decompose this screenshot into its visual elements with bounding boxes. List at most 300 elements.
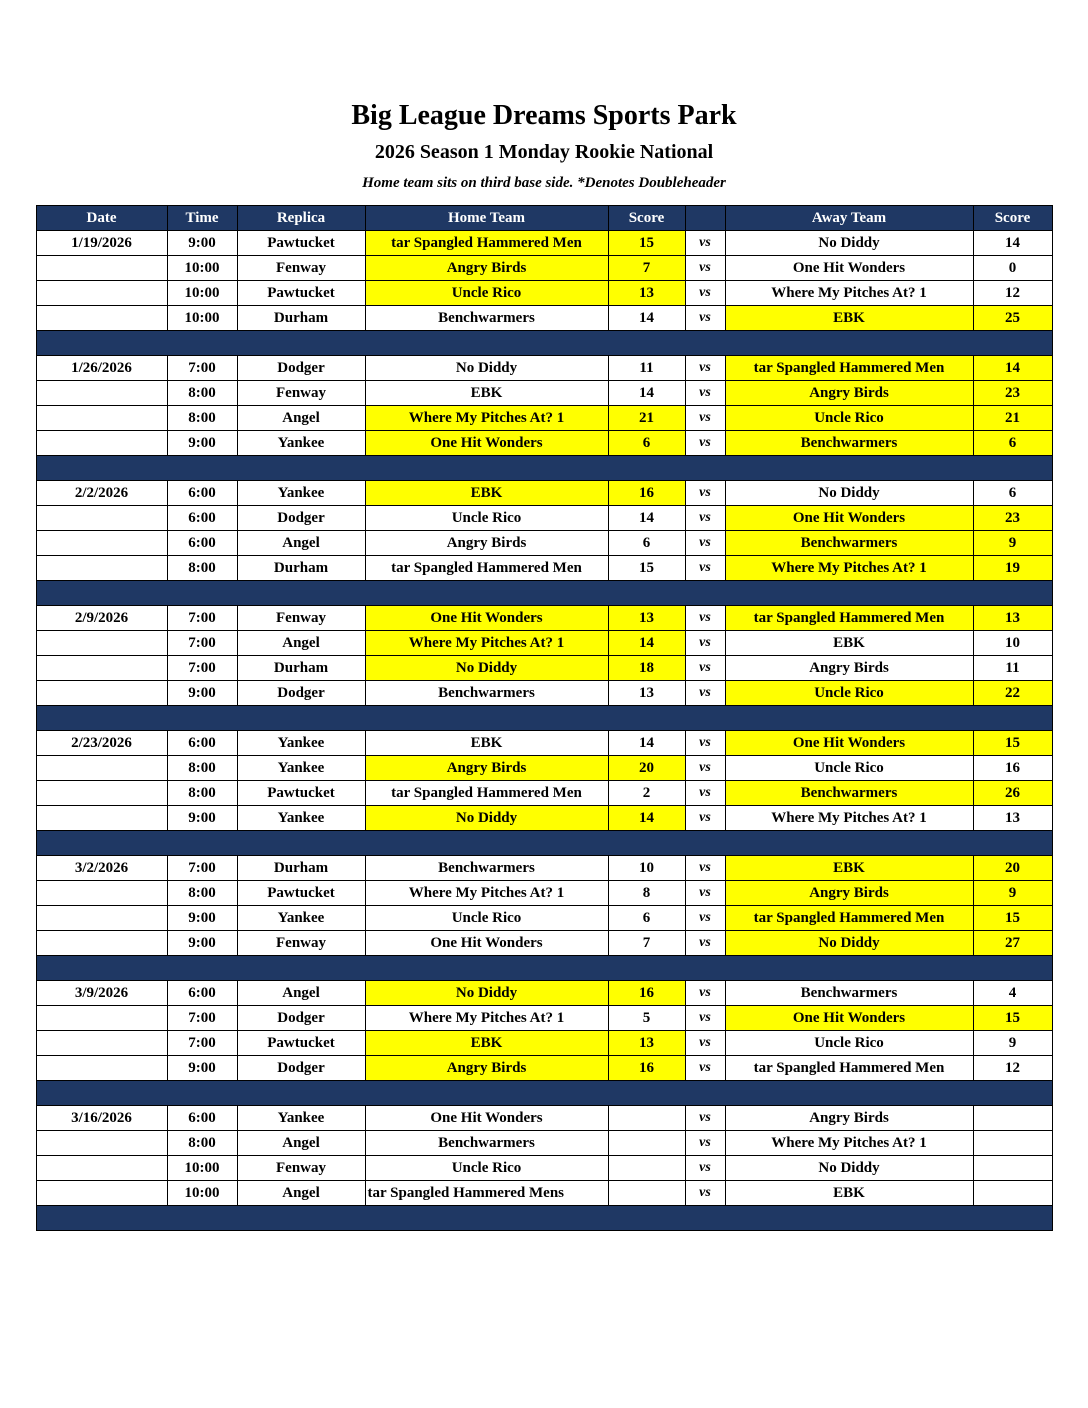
game-row xyxy=(36,531,1052,556)
game-row xyxy=(36,856,1052,881)
cell-date xyxy=(36,256,167,281)
cell-away-score: 6 xyxy=(973,431,1052,456)
cell-home-score: 6 xyxy=(608,906,685,931)
spacer-cell xyxy=(36,1206,1052,1231)
game-row xyxy=(36,231,1052,256)
cell-time: 8:00 xyxy=(167,756,237,781)
cell-home-team: Uncle Rico xyxy=(365,1156,608,1181)
cell-date xyxy=(36,281,167,306)
header-row xyxy=(36,206,1052,231)
spacer-cell xyxy=(36,1081,1052,1106)
spacer-row xyxy=(36,456,1052,481)
cell-date: 1/19/2026 xyxy=(36,231,167,256)
game-row xyxy=(36,1056,1052,1081)
cell-away-team: Where My Pitches At? 1 xyxy=(725,1131,973,1156)
cell-away-score: 13 xyxy=(973,606,1052,631)
spacer-cell xyxy=(36,831,1052,856)
cell-home-score: 7 xyxy=(608,931,685,956)
cell-time: 7:00 xyxy=(167,1006,237,1031)
cell-away-score: 22 xyxy=(973,681,1052,706)
cell-replica: Pawtucket xyxy=(237,231,365,256)
cell-time: 9:00 xyxy=(167,1056,237,1081)
cell-replica: Angel xyxy=(237,981,365,1006)
cell-time: 6:00 xyxy=(167,481,237,506)
cell-away-team: Angry Birds xyxy=(725,1106,973,1131)
game-row xyxy=(36,1006,1052,1031)
cell-away-team: Benchwarmers xyxy=(725,531,973,556)
cell-replica: Pawtucket xyxy=(237,1031,365,1056)
cell-home-score: 6 xyxy=(608,431,685,456)
cell-replica: Dodger xyxy=(237,1006,365,1031)
cell-replica: Dodger xyxy=(237,356,365,381)
cell-home-score xyxy=(608,1106,685,1131)
spacer-cell xyxy=(36,706,1052,731)
cell-home-score: 13 xyxy=(608,681,685,706)
cell-home-team: Angry Birds xyxy=(365,1056,608,1081)
cell-vs: vs xyxy=(685,756,725,781)
cell-home-team: Where My Pitches At? 1 xyxy=(365,631,608,656)
cell-date: 2/9/2026 xyxy=(36,606,167,631)
game-row xyxy=(36,1156,1052,1181)
cell-time: 7:00 xyxy=(167,606,237,631)
cell-date xyxy=(36,756,167,781)
cell-vs: vs xyxy=(685,431,725,456)
cell-away-team: No Diddy xyxy=(725,481,973,506)
cell-vs: vs xyxy=(685,556,725,581)
cell-vs: vs xyxy=(685,731,725,756)
cell-home-team: Angry Birds xyxy=(365,756,608,781)
cell-replica: Angel xyxy=(237,1131,365,1156)
spacer-cell xyxy=(36,581,1052,606)
cell-replica: Yankee xyxy=(237,1106,365,1131)
cell-home-score xyxy=(608,1181,685,1206)
cell-home-team: tar Spangled Hammered Men xyxy=(365,781,608,806)
cell-vs: vs xyxy=(685,231,725,256)
cell-date: 3/9/2026 xyxy=(36,981,167,1006)
cell-away-score: 21 xyxy=(973,406,1052,431)
page-title: Big League Dreams Sports Park xyxy=(351,100,737,131)
spacer-row xyxy=(36,1206,1052,1231)
cell-away-team: No Diddy xyxy=(725,231,973,256)
cell-vs: vs xyxy=(685,981,725,1006)
cell-away-team: One Hit Wonders xyxy=(725,1006,973,1031)
game-row xyxy=(36,906,1052,931)
cell-away-team: tar Spangled Hammered Men xyxy=(725,1056,973,1081)
cell-home-team: Where My Pitches At? 1 xyxy=(365,1006,608,1031)
cell-away-score: 27 xyxy=(973,931,1052,956)
cell-replica: Fenway xyxy=(237,931,365,956)
cell-away-score: 12 xyxy=(973,1056,1052,1081)
cell-replica: Yankee xyxy=(237,731,365,756)
game-row xyxy=(36,731,1052,756)
cell-away-team: No Diddy xyxy=(725,1156,973,1181)
cell-home-score xyxy=(608,1131,685,1156)
cell-date xyxy=(36,906,167,931)
cell-date xyxy=(36,931,167,956)
cell-home-team: No Diddy xyxy=(365,981,608,1006)
cell-home-team: No Diddy xyxy=(365,806,608,831)
cell-replica: Pawtucket xyxy=(237,781,365,806)
cell-away-score: 19 xyxy=(973,556,1052,581)
cell-home-score: 7 xyxy=(608,256,685,281)
cell-home-team: Angry Birds xyxy=(365,531,608,556)
cell-vs: vs xyxy=(685,381,725,406)
cell-date xyxy=(36,806,167,831)
game-row xyxy=(36,381,1052,406)
cell-date xyxy=(36,681,167,706)
cell-home-score: 8 xyxy=(608,881,685,906)
cell-home-team: Uncle Rico xyxy=(365,906,608,931)
cell-time: 10:00 xyxy=(167,256,237,281)
cell-home-team: Benchwarmers xyxy=(365,681,608,706)
game-row xyxy=(36,756,1052,781)
cell-vs: vs xyxy=(685,256,725,281)
spacer-cell xyxy=(36,456,1052,481)
cell-away-team: Benchwarmers xyxy=(725,431,973,456)
cell-home-score: 14 xyxy=(608,806,685,831)
cell-vs: vs xyxy=(685,306,725,331)
spacer-row xyxy=(36,831,1052,856)
cell-time: 10:00 xyxy=(167,306,237,331)
cell-home-score: 14 xyxy=(608,306,685,331)
cell-away-score: 15 xyxy=(973,1006,1052,1031)
cell-time: 10:00 xyxy=(167,281,237,306)
cell-time: 10:00 xyxy=(167,1156,237,1181)
cell-home-score: 10 xyxy=(608,856,685,881)
cell-away-team: No Diddy xyxy=(725,931,973,956)
cell-date: 2/2/2026 xyxy=(36,481,167,506)
cell-replica: Yankee xyxy=(237,481,365,506)
game-row xyxy=(36,606,1052,631)
cell-time: 8:00 xyxy=(167,881,237,906)
cell-home-score: 13 xyxy=(608,281,685,306)
cell-home-team: EBK xyxy=(365,481,608,506)
cell-away-score: 14 xyxy=(973,231,1052,256)
cell-away-score: 16 xyxy=(973,756,1052,781)
header-cell-time: Time xyxy=(167,206,237,231)
cell-vs: vs xyxy=(685,406,725,431)
cell-away-score: 9 xyxy=(973,531,1052,556)
cell-away-team: Where My Pitches At? 1 xyxy=(725,281,973,306)
cell-away-team: Angry Birds xyxy=(725,881,973,906)
game-row xyxy=(36,281,1052,306)
cell-vs: vs xyxy=(685,856,725,881)
cell-home-score: 20 xyxy=(608,756,685,781)
cell-time: 9:00 xyxy=(167,231,237,256)
cell-home-score xyxy=(608,1156,685,1181)
cell-home-team: Benchwarmers xyxy=(365,306,608,331)
cell-home-score: 18 xyxy=(608,656,685,681)
cell-away-score: 9 xyxy=(973,1031,1052,1056)
cell-home-team: Where My Pitches At? 1 xyxy=(365,881,608,906)
cell-away-score: 15 xyxy=(973,906,1052,931)
cell-time: 8:00 xyxy=(167,406,237,431)
cell-replica: Pawtucket xyxy=(237,881,365,906)
cell-replica: Fenway xyxy=(237,381,365,406)
cell-vs: vs xyxy=(685,506,725,531)
cell-vs: vs xyxy=(685,931,725,956)
header-cell-away-team: Away Team xyxy=(725,206,973,231)
page-subtitle: 2026 Season 1 Monday Rookie National xyxy=(374,141,714,164)
cell-home-team: One Hit Wonders xyxy=(365,606,608,631)
cell-date xyxy=(36,381,167,406)
game-row xyxy=(36,306,1052,331)
cell-date xyxy=(36,1156,167,1181)
cell-date xyxy=(36,556,167,581)
cell-home-score: 5 xyxy=(608,1006,685,1031)
cell-replica: Yankee xyxy=(237,431,365,456)
cell-time: 9:00 xyxy=(167,806,237,831)
game-row xyxy=(36,556,1052,581)
cell-home-score: 13 xyxy=(608,1031,685,1056)
cell-date xyxy=(36,506,167,531)
cell-time: 8:00 xyxy=(167,781,237,806)
game-row xyxy=(36,256,1052,281)
cell-away-team: Angry Birds xyxy=(725,381,973,406)
page-note: Home team sits on third base side. *Denotes Doubleheader xyxy=(362,175,726,192)
cell-vs: vs xyxy=(685,1056,725,1081)
cell-home-score: 15 xyxy=(608,556,685,581)
cell-away-team: Uncle Rico xyxy=(725,756,973,781)
cell-date: 3/16/2026 xyxy=(36,1106,167,1131)
cell-away-score xyxy=(973,1106,1052,1131)
cell-vs: vs xyxy=(685,806,725,831)
cell-vs: vs xyxy=(685,281,725,306)
cell-home-score: 15 xyxy=(608,231,685,256)
cell-away-score: 23 xyxy=(973,381,1052,406)
cell-vs: vs xyxy=(685,1181,725,1206)
cell-away-score: 11 xyxy=(973,656,1052,681)
cell-time: 9:00 xyxy=(167,931,237,956)
game-row xyxy=(36,931,1052,956)
cell-away-team: One Hit Wonders xyxy=(725,256,973,281)
cell-vs: vs xyxy=(685,656,725,681)
game-row xyxy=(36,1181,1052,1206)
game-row xyxy=(36,881,1052,906)
cell-home-team: One Hit Wonders xyxy=(365,1106,608,1131)
cell-date xyxy=(36,431,167,456)
cell-date: 3/2/2026 xyxy=(36,856,167,881)
cell-replica: Angel xyxy=(237,531,365,556)
cell-home-score: 11 xyxy=(608,356,685,381)
cell-home-score: 2 xyxy=(608,781,685,806)
cell-date xyxy=(36,1006,167,1031)
cell-home-team: No Diddy xyxy=(365,656,608,681)
cell-home-team: EBK xyxy=(365,1031,608,1056)
cell-vs: vs xyxy=(685,631,725,656)
cell-home-team: EBK xyxy=(365,731,608,756)
game-row xyxy=(36,1031,1052,1056)
cell-home-team: Benchwarmers xyxy=(365,856,608,881)
cell-time: 7:00 xyxy=(167,356,237,381)
cell-date xyxy=(36,1131,167,1156)
cell-home-team: One Hit Wonders xyxy=(365,431,608,456)
cell-vs: vs xyxy=(685,906,725,931)
cell-away-team: tar Spangled Hammered Men xyxy=(725,356,973,381)
cell-replica: Fenway xyxy=(237,1156,365,1181)
cell-vs: vs xyxy=(685,1031,725,1056)
cell-home-team: Where My Pitches At? 1 xyxy=(365,406,608,431)
cell-time: 6:00 xyxy=(167,506,237,531)
cell-vs: vs xyxy=(685,781,725,806)
cell-home-team: Uncle Rico xyxy=(365,506,608,531)
cell-away-team: Uncle Rico xyxy=(725,1031,973,1056)
cell-time: 6:00 xyxy=(167,1106,237,1131)
cell-home-team: tar Spangled Hammered Mens xyxy=(365,1181,608,1206)
cell-away-score: 25 xyxy=(973,306,1052,331)
cell-home-team: tar Spangled Hammered Men xyxy=(365,556,608,581)
header-cell-away-score: Score xyxy=(973,206,1052,231)
cell-home-score: 16 xyxy=(608,981,685,1006)
cell-home-score: 14 xyxy=(608,631,685,656)
game-row xyxy=(36,1106,1052,1131)
cell-time: 7:00 xyxy=(167,656,237,681)
cell-away-score: 12 xyxy=(973,281,1052,306)
cell-away-team: EBK xyxy=(725,856,973,881)
cell-away-team: One Hit Wonders xyxy=(725,506,973,531)
cell-date xyxy=(36,1031,167,1056)
game-row xyxy=(36,431,1052,456)
cell-replica: Angel xyxy=(237,631,365,656)
cell-vs: vs xyxy=(685,881,725,906)
cell-replica: Fenway xyxy=(237,606,365,631)
cell-away-team: Uncle Rico xyxy=(725,406,973,431)
cell-replica: Durham xyxy=(237,556,365,581)
cell-date xyxy=(36,1056,167,1081)
cell-replica: Fenway xyxy=(237,256,365,281)
cell-vs: vs xyxy=(685,681,725,706)
cell-home-score: 14 xyxy=(608,506,685,531)
cell-home-score: 14 xyxy=(608,381,685,406)
cell-home-score: 16 xyxy=(608,481,685,506)
cell-date xyxy=(36,781,167,806)
cell-home-score: 21 xyxy=(608,406,685,431)
cell-date xyxy=(36,881,167,906)
cell-away-team: One Hit Wonders xyxy=(725,731,973,756)
cell-home-score: 16 xyxy=(608,1056,685,1081)
cell-home-team: No Diddy xyxy=(365,356,608,381)
cell-replica: Dodger xyxy=(237,1056,365,1081)
cell-vs: vs xyxy=(685,481,725,506)
cell-away-team: Angry Birds xyxy=(725,656,973,681)
cell-time: 8:00 xyxy=(167,381,237,406)
cell-away-team: Benchwarmers xyxy=(725,981,973,1006)
cell-home-team: Angry Birds xyxy=(365,256,608,281)
cell-replica: Durham xyxy=(237,656,365,681)
cell-time: 8:00 xyxy=(167,1131,237,1156)
cell-away-score xyxy=(973,1131,1052,1156)
cell-away-score: 6 xyxy=(973,481,1052,506)
header-cell-date: Date xyxy=(36,206,167,231)
game-row xyxy=(36,806,1052,831)
game-row xyxy=(36,631,1052,656)
cell-away-team: Where My Pitches At? 1 xyxy=(725,806,973,831)
game-row xyxy=(36,506,1052,531)
cell-away-score: 10 xyxy=(973,631,1052,656)
cell-replica: Yankee xyxy=(237,806,365,831)
cell-replica: Dodger xyxy=(237,506,365,531)
cell-away-team: Where My Pitches At? 1 xyxy=(725,556,973,581)
cell-date xyxy=(36,406,167,431)
cell-time: 6:00 xyxy=(167,981,237,1006)
spacer-row xyxy=(36,1081,1052,1106)
cell-date: 1/26/2026 xyxy=(36,356,167,381)
cell-replica: Durham xyxy=(237,306,365,331)
game-row xyxy=(36,356,1052,381)
game-row xyxy=(36,656,1052,681)
cell-away-score: 4 xyxy=(973,981,1052,1006)
cell-time: 9:00 xyxy=(167,431,237,456)
game-row xyxy=(36,1131,1052,1156)
cell-date xyxy=(36,1181,167,1206)
cell-away-team: Uncle Rico xyxy=(725,681,973,706)
cell-home-team: Uncle Rico xyxy=(365,281,608,306)
cell-vs: vs xyxy=(685,1131,725,1156)
cell-replica: Durham xyxy=(237,856,365,881)
spacer-cell xyxy=(36,956,1052,981)
cell-time: 9:00 xyxy=(167,681,237,706)
cell-away-score xyxy=(973,1181,1052,1206)
cell-away-team: EBK xyxy=(725,631,973,656)
cell-away-score: 20 xyxy=(973,856,1052,881)
cell-away-score: 26 xyxy=(973,781,1052,806)
game-row xyxy=(36,406,1052,431)
cell-date xyxy=(36,631,167,656)
cell-vs: vs xyxy=(685,1006,725,1031)
cell-time: 7:00 xyxy=(167,631,237,656)
cell-replica: Angel xyxy=(237,1181,365,1206)
spacer-row xyxy=(36,956,1052,981)
cell-away-score: 9 xyxy=(973,881,1052,906)
cell-vs: vs xyxy=(685,606,725,631)
cell-home-team: tar Spangled Hammered Men xyxy=(365,231,608,256)
game-row xyxy=(36,781,1052,806)
cell-home-score: 13 xyxy=(608,606,685,631)
header-cell-home-team: Home Team xyxy=(365,206,608,231)
cell-away-score: 13 xyxy=(973,806,1052,831)
cell-replica: Angel xyxy=(237,406,365,431)
spacer-row xyxy=(36,581,1052,606)
cell-date xyxy=(36,656,167,681)
cell-time: 8:00 xyxy=(167,556,237,581)
cell-replica: Yankee xyxy=(237,906,365,931)
header-cell-replica: Replica xyxy=(237,206,365,231)
cell-vs: vs xyxy=(685,531,725,556)
cell-replica: Dodger xyxy=(237,681,365,706)
cell-time: 7:00 xyxy=(167,856,237,881)
cell-away-score: 14 xyxy=(973,356,1052,381)
schedule-body xyxy=(36,231,1052,1231)
cell-time: 7:00 xyxy=(167,1031,237,1056)
game-row xyxy=(36,681,1052,706)
cell-time: 6:00 xyxy=(167,531,237,556)
cell-vs: vs xyxy=(685,1156,725,1181)
header-cell-vs xyxy=(685,206,725,231)
cell-away-team: tar Spangled Hammered Men xyxy=(725,606,973,631)
cell-time: 6:00 xyxy=(167,731,237,756)
spacer-row xyxy=(36,706,1052,731)
spacer-row xyxy=(36,331,1052,356)
cell-home-team: Benchwarmers xyxy=(365,1131,608,1156)
cell-home-team: EBK xyxy=(365,381,608,406)
cell-date xyxy=(36,531,167,556)
cell-away-team: Benchwarmers xyxy=(725,781,973,806)
cell-vs: vs xyxy=(685,1106,725,1131)
schedule-table xyxy=(36,205,1053,1231)
cell-replica: Pawtucket xyxy=(237,281,365,306)
cell-away-team: EBK xyxy=(725,1181,973,1206)
spacer-cell xyxy=(36,331,1052,356)
